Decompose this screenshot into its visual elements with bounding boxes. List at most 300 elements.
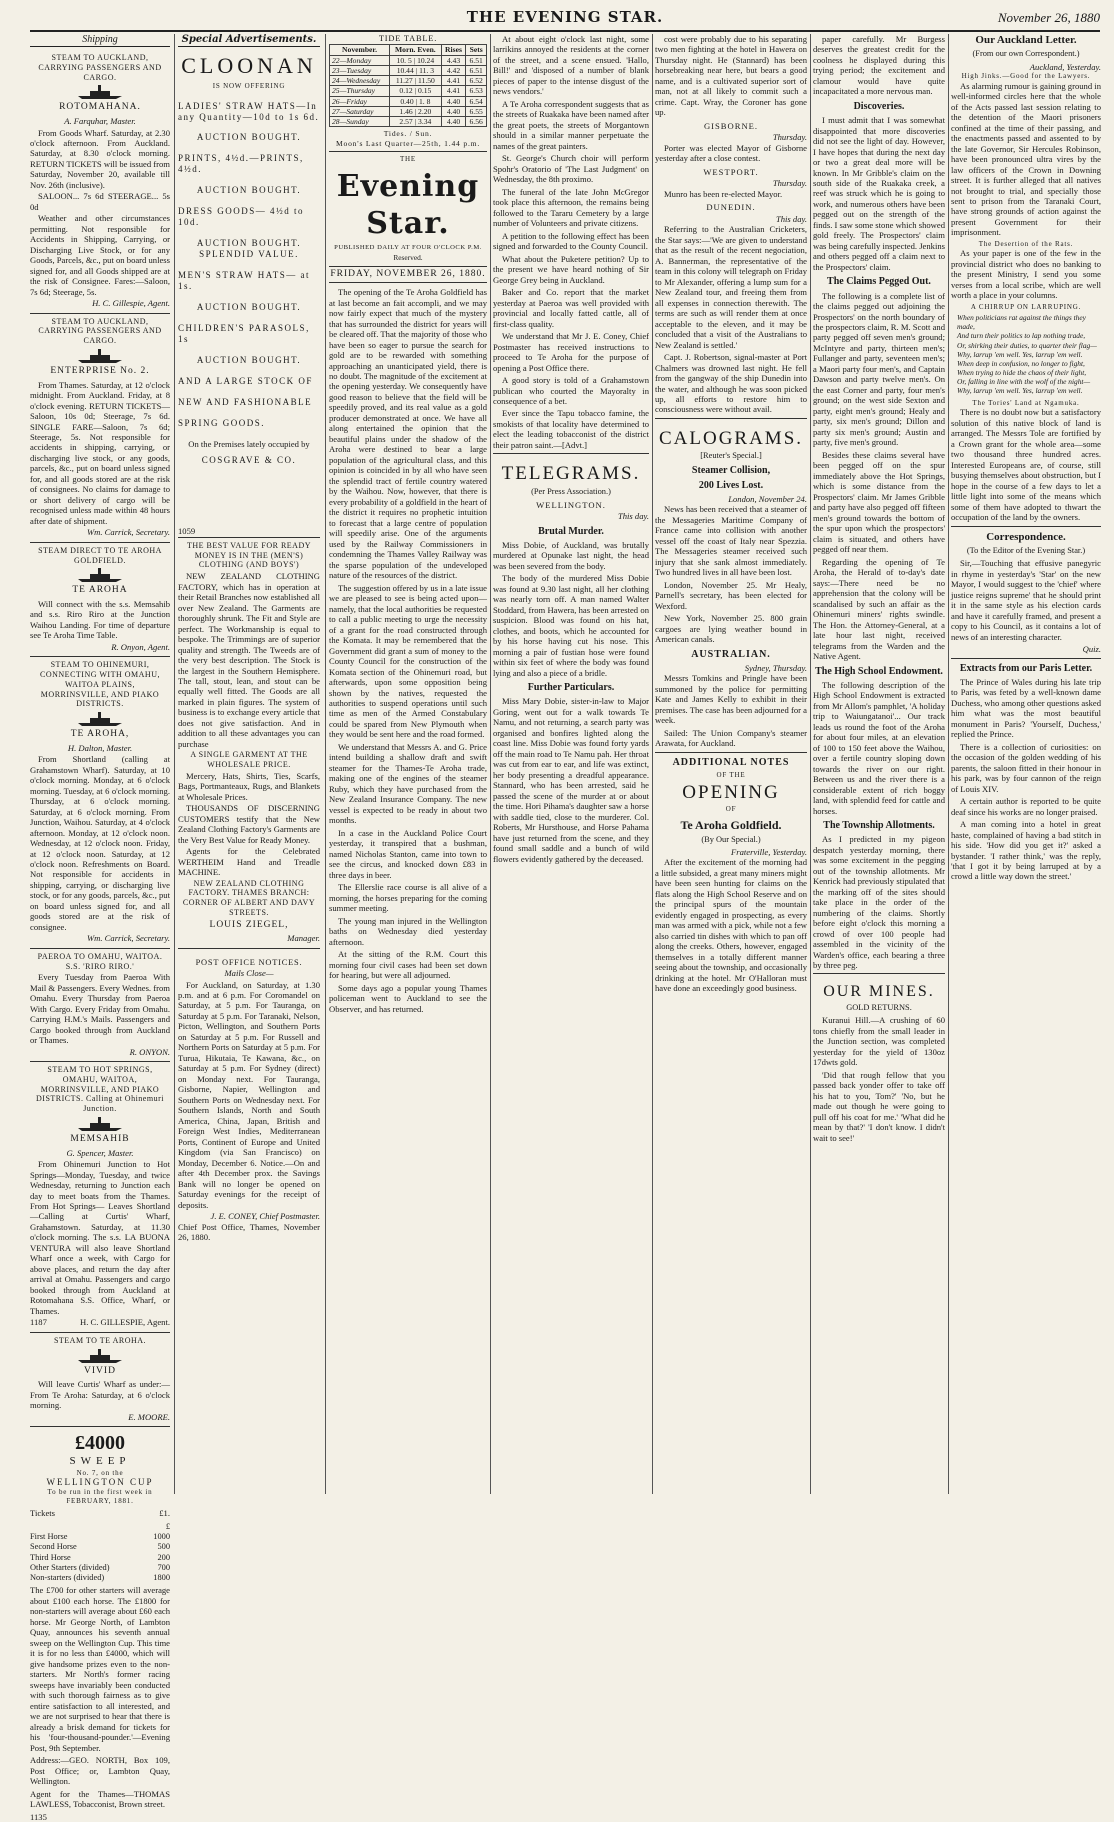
ad-text: Every Tuesday from Paeroa With Mail & Passengers. Every Wednes. from Omahu. Every Thursday from Paeroa With Cargo. Every Friday from Omahu. Carrying H.M.'s Mails. Passengers and Cargo booked through from Auckland or Thames.: [30, 972, 170, 1046]
poem-line: When politicians rat against the things they made,: [957, 313, 1086, 332]
editorial-paragraph: The suggestion offered by us in a late issue we are pleased to see is being acted upon—namely, that the local authorities be requested to call a public meeting to urge the necessity of a grant for the road constructed through the Komata. It may be remembered that the Government did grant a sum of money to the County Council for the construction of the Komata section of the Ohinemuri road, but afterwards, upon some opposition being shown by the natives, requested the authorities to suspend operations until such time as men of the Armed Constabulary could be spared from New Plymouth when they would be sent here and the road formed.: [329, 582, 487, 740]
story-heading: The Desertion of the Rats.: [978, 239, 1074, 248]
ship-name: VIVID: [84, 1365, 116, 1376]
story-paragraph: Miss Mary Dobie, sister-in-law to Major Goring, went out for a walk towards Te Namu, and not returning, a search party was organised and bonfires lighted along the coast line. Miss Dobie was found forty yards off the main road to Te Namu pah. Her throat was cut from ear to ear, and life was extinct, her body presenting a dreadful appearance. Stannard, who has been arrested, said he passed the scene of the murder at or about the time. Hori Pihama's daughter saw a horse with saddle tied, close to the murderer. Col. Roberts, Mr Hursthouse, and Horse Pahama have just returned from the scene, and they found small saddle and a bunch of wild flowers evidently gathered by the deceased.: [493, 696, 649, 864]
ad-branch: NEW ZEALAND CLOTHING FACTORY. THAMES BRANCH: CORNER OF ALBERT AND DAVY STREETS.: [182, 878, 316, 917]
prize-value: 700: [157, 1562, 170, 1572]
news-paragraph: St. George's Church choir will perform Spohr's Oratorio of 'The Last Judgment' on Wednesday, the 8th proximo.: [493, 153, 649, 185]
story-paragraph: As alarming rumour is gaining ground in well-informed circles here that the whole of the Acts passed last session relating to the detention of the Maori prisoners confined at the time of their passing, and the enactments passed and assented to by the late Governor, Sir Hercules Robinson, have been pronounced ultra vires by the law officers of the Crown in Downing street. It is further alleged that all natives not brought to trial, and specially those sent to prison from the Taranaki Court, have strong grounds of action against the present Government for their imprisonment.: [951, 80, 1101, 238]
story-paragraph: Capt. J. Robertson, signal-master at Port Chalmers was drowned last night. He fell from the gangway of the ship Dunedin into the water, and although he was soon picked up, all efforts to restore him to consciousness were without avail.: [655, 352, 807, 415]
ad-firm: COSGRAVE & CO.: [201, 455, 297, 466]
steamer-icon: [30, 348, 170, 364]
tide-day: 22—Monday: [330, 55, 390, 65]
paper-title-the: THE: [399, 154, 416, 163]
ad-line: CHILDREN'S PARASOLS, 1s: [178, 323, 310, 345]
prize-value: 500: [157, 1542, 170, 1552]
poem-line: Or, falling in line with the wolf of the night—: [957, 376, 1091, 386]
editorial-paragraph: We understand that Messrs A. and G. Price intend building a shallow draft and swift steamer for the Thames-Te Aroha trade, making one of the engines of the steamer Ruby, which they have purchased from the New Zealand Insurance Company. The new vessel is expected to be ready in about two months.: [329, 741, 487, 826]
story-paragraph: paper carefully. Mr Burgess deserves the greatest credit for the coolness he displayed during this trying period; the excitement and clamour would have quite incapacitated a more nervous man.: [813, 34, 945, 97]
ad-number: 1135: [30, 1811, 47, 1822]
section-subheading: (To the Editor of the Evening Star.): [966, 545, 1086, 555]
ad-manager: LOUIS ZIEGEL,: [209, 919, 289, 930]
ad-premises: On the Premises lately occupied by: [188, 438, 310, 449]
ad-manager-role: Manager.: [287, 933, 320, 944]
shipping-ad: [30, 50, 170, 314]
prize-label: First Horse: [30, 1532, 68, 1542]
story-heading: Brutal Murder.: [538, 525, 604, 537]
ad-agent: E. MOORE.: [128, 1411, 170, 1422]
section-heading: Our Auckland Letter.: [975, 34, 1077, 46]
prize-table: [30, 1522, 170, 1584]
dateline-place: WELLINGTON.: [536, 499, 606, 510]
column-rule: [490, 34, 491, 1494]
ad-text: Will connect with the s.s. Memsahib and s.s. Riro Riro at the Junction Waihou Landing. For time of departure see Te Aroha Time Table.: [30, 598, 170, 641]
moon-phase: Moon's Last Quarter—25th, 1.44 p.m.: [335, 138, 481, 148]
divider: [655, 752, 807, 753]
ad-number: 1059: [178, 526, 320, 537]
sun-sets: 6.53: [466, 86, 487, 96]
story-body: [655, 224, 807, 415]
story-paragraph: There is a collection of curiosities: on the occasion of the golden wedding of his parents, the saloon fitted in their honour in his park, was by four cannon of the reign of Louis XIV.: [951, 741, 1101, 794]
local-news: [493, 34, 649, 450]
story-paragraph: As I predicted in my pigeon despatch yesterday morning, there was some excitement in the pegging out of the township allotments. Mr Kenrick had previously stipulated that the marking off of the sites should take place in the order of the numbering of the claims. Shortly before eight o'clock this morning a crowd of over 100 people had assembled in the vicinity of the Warden's office, each bearing a three by three peg.: [813, 834, 945, 970]
table-row: 26—Friday 0.40 | 1. 8 4.40 6.54: [330, 96, 487, 106]
sweep-text: The £700 for other starters will average about £100 each horse. The £1800 for non-starters will average about £60 each horse. Mr George North, of Lambton Quay, announces his seventh annual sweep on the Wellington Cup. This time it is for no less than £4000, which will give handsome prizes even to the non-starters. Mr North's former racing sweeps have invariably been conducted with such thorough fairness as to give entire satisfaction to all interested, and we are not surprised to hear that there is already a brisk demand for tickets for his 'four-thousand-pounder.'—Evening Post, 9th September.: [30, 1585, 170, 1753]
ad-text: Agents for the Celebrated WERTHEIM Hand and Treadle MACHINE.: [178, 846, 320, 878]
prize-value: 1000: [153, 1532, 170, 1542]
dateline-time: This day.: [617, 511, 649, 522]
tide-day: 23—Tuesday: [330, 65, 390, 75]
sweep-amount: £4000: [75, 1432, 125, 1455]
ad-line: AUCTION BOUGHT. SPLENDID VALUE.: [196, 238, 302, 260]
paper-nameplate: Evening Star.: [336, 169, 480, 241]
tide-morning: 10.44: [396, 65, 414, 75]
story-paragraph: After the excitement of the morning had a little subsided, a great many miners might have been seen hunting for claims on the flats along the High School Reserve and on the principal spurs of the mountain evidently engaged in prospecting, as every man was armed with a pick, while not a few also carried tin dishes with which to pan off along the creeks. Others, however, engaged themselves in a totally different manner seeing about the township, and occasionally drinking at the hotel. Mr O'Halloran must have done an exceedingly good business.: [655, 857, 807, 994]
shipping-ad: [30, 949, 170, 1062]
section-heading: ADDITIONAL NOTES: [672, 756, 790, 768]
tide-day: 24—Wednesday: [330, 76, 390, 86]
news-paragraph: At about eight o'clock last night, some larrikins annoyed the residents at the corner of the street, and a scene ensued. 'Hallo, Bill!' and 'disposed of a number of blank pieces of paper to the intense disgust of the news vendors.': [493, 34, 649, 97]
story-paragraph: A certain author is reported to be quite deaf since his works are no longer praised.: [951, 796, 1101, 817]
story-paragraph: Sailed: The Union Company's steamer Arawata, for Auckland.: [655, 727, 807, 749]
poem-line: And turn their politics to lap nothing trade,: [957, 331, 1086, 341]
telegrams-column: [655, 34, 807, 1494]
ad-line: LADIES' STRAW HATS—In any Quantity—10d to 1s 6d.: [178, 100, 320, 122]
divider: [655, 418, 807, 419]
ad-subheading: Mails Close—: [224, 968, 274, 979]
tide-header: Morn. Even.: [390, 45, 442, 55]
ad-text: Will leave Curtis' Wharf as under:— From Te Aroha: Saturday, at 6 o'clock morning.: [30, 1379, 170, 1411]
section-subheading: (From our own Correspondent.): [972, 49, 1080, 59]
ad-line: DRESS GOODS— 4½d to 10d.: [178, 206, 305, 228]
tide-header: November.: [330, 45, 390, 55]
section-connector: OF: [725, 805, 737, 814]
story-body: [655, 34, 807, 118]
shipping-ad: [30, 314, 170, 543]
column-rule: [948, 34, 949, 1494]
news-paragraph: A petition to the following effect has been signed and forwarded to the County Council.: [493, 230, 649, 252]
ad-fares: SALOON... 7s 6d STEERAGE... 5s 0d: [30, 191, 170, 212]
tide-sub: Tides. / Sun.: [383, 129, 433, 139]
ship-name: ENTERPRISE No. 2.: [50, 365, 150, 376]
paper-title: THE EVENING STAR.: [466, 8, 664, 26]
prize-label: Non-starters (divided): [30, 1573, 105, 1583]
ad-heading: STEAM DIRECT TO TE AROHA GOLDFIELD.: [38, 545, 162, 565]
tide-title: TIDE TABLE.: [378, 34, 438, 43]
story-paragraph: A man coming into a hotel in great haste, complained of having a bad stitch in his side. 'How did you get it?' asked a bystander. 'I rather think,' was the reply, 'that I got it by being larruped at by a crowd a little way down the street.': [951, 819, 1101, 882]
story-body: [951, 558, 1101, 654]
ad-title: CLOONAN: [181, 53, 317, 79]
ship-master: H. Dalton, Master.: [67, 742, 133, 753]
ad-heading: PAEROA TO OMAHU, WAITOA. S.S. 'RIRO RIRO.': [37, 951, 163, 971]
goldfield-column: [813, 34, 945, 1494]
ad-agent: H. C. Gillespie, Agent.: [92, 298, 170, 309]
page-date: November 26, 1880: [997, 10, 1100, 25]
story-paragraph: As your paper is one of the few in the provincial district who does no banking to the present Ministry, I send you some verses from a local scribe, which are well worth a place in your columns.: [951, 248, 1101, 301]
tide-evening: 3.34: [418, 117, 432, 126]
ad-heading: STEAM TO HOT SPRINGS, OMAHU, WAITOA, MORRINSVILLE, AND PIAKO DISTRICTS. Calling at Ohinemuri Junction.: [36, 1065, 164, 1114]
story-paragraph: Porter was elected Mayor of Gisborne yesterday after a close contest.: [655, 142, 807, 164]
sun-sets: 6.51: [466, 65, 487, 75]
tide-evening: 2.20: [418, 106, 432, 116]
sweep-cup: WELLINGTON CUP: [46, 1477, 154, 1488]
story-paragraph: Regarding the opening of Te Aroha, the Herald of to-day's date says:—There need be no apprehension that the colony will be scandalised by such an affair as the Ohinemuri miners' rights swindle. The Hon. the Attorney-General, at a late hour last night, received telegrams from the Warden and the Native Agent.: [813, 556, 945, 662]
sun-sets: 6.52: [466, 76, 487, 86]
letter-signature: Quiz.: [1082, 644, 1101, 655]
tickets-label: Tickets: [30, 1508, 55, 1519]
story-paragraph: Miss Dobie, of Auckland, was brutally murdered at Opunake last night, the head was been severed from the body.: [493, 539, 649, 571]
letter-paragraph: Sir,—Touching that effusive panegyric in rhyme in yesterday's 'Star' on the new Mayor, I would suggest to the 'chief' where justice reigns supreme' that he should print it in the same style as his election cards and have it carefully framed, and present a copy to his Council, as it contains a lot of news of an interesting character.: [951, 558, 1101, 642]
dateline-place: GISBORNE.: [703, 120, 759, 131]
ship-master: G. Spencer, Master.: [66, 1147, 134, 1158]
section-heading: Te Aroha Goldfield.: [680, 818, 782, 833]
ship-name: TE AROHA,: [70, 729, 130, 740]
tickets-price: £1.: [159, 1508, 170, 1519]
ad-heading: STEAM TO TE AROHA.: [53, 1335, 147, 1345]
poem-line: Or, shirking their duties, to quarter their flag—: [957, 340, 1097, 350]
tide-morning: 2.57: [399, 117, 413, 126]
tide-evening: 1. 8: [418, 96, 431, 106]
poem-line: When trying to hide the chaos of their light,: [957, 367, 1087, 377]
sweep-address: Address:—GEO. NORTH, Box 109, Post Office; or, Lambton Quay, Wellington.: [30, 1755, 170, 1787]
ship-master: A. Farquhar, Master.: [64, 116, 136, 127]
ad-text: Mercery, Hats, Shirts, Ties, Scarfs, Bags, Portmanteaux, Rugs, and Blankets at Wholesale Prices.: [178, 770, 320, 802]
ad-heading: THE BEST VALUE FOR READY MONEY IS IN THE (MEN'S) CLOTHING (AND BOYS'): [186, 540, 311, 570]
ad-heading: STEAM TO AUCKLAND, CARRYING PASSENGERS AND CARGO.: [38, 53, 162, 82]
story-heading: High Jinks.—Good for the Lawyers.: [961, 72, 1091, 81]
editorial-body: [329, 287, 487, 1014]
post-office-notices: [178, 949, 320, 1247]
news-paragraph: What about the Puketere petition? Up to the present we have heard nothing of Sir George Grey being in Auckland.: [493, 253, 649, 285]
ad-agent: Wm. Carrick, Secretary.: [87, 527, 170, 538]
story-paragraph: London, November 25. Mr Healy, Parnell's secretary, has been elected for Wexford.: [655, 579, 807, 611]
ad-text: NEW ZEALAND CLOTHING FACTORY, which has in operation at their Retail Branches now established all over New Zealand. The Garments are thoroughly shrunk. The Fit and Style are perfect. The Workmanship is equal to bespoke. The Trimmings are of superior quality and strength. The Tweeds are of the very best description. The Stock is the largest in the Southern Hemisphere. The tall, stout, lean, and stout can be equally well fitted. The Goods are all marked in plain figures. The system of business is to exchange every article that does not give satisfaction. And in addition to all these advantages you can purchase: [178, 571, 320, 749]
shipping-ad: [30, 657, 170, 949]
divider: [493, 453, 649, 454]
ad-text: From Shortland (calling at Grahamstown Wharf). Saturday, at 10 o'clock morning. Monday, at 6 o'clock morning. Tuesday, at 6 o'clock morning. Thursday, at 6 o'clock morning. Saturday, at 6 o'clock morning. From Junction, Waihou. Saturday, at 4 o'clock afternoon. Monday, at 12 o'clock noon. Wednesday, at 12 o'clock noon. Friday, at 12 o'clock noon. Saturday, at 12 o'clock noon. Refreshments on Board. Not responsible for accidents in shipping, carrying, or discharging live stock, or for any goods, parcels, &c., put on board unless signed for, and all goods stored are at the risk of consignee.: [30, 754, 170, 932]
table-row: 23—Tuesday 10.44 | 11. 3 4.42 6.51: [330, 65, 487, 75]
news-paragraph: The funeral of the late John McGregor took place this afternoon, the remains being followed to the Tararu Cemetery by a large number of Volunteers and private citizens.: [493, 186, 649, 229]
story-paragraph: The following is a complete list of the claims pegged out adjoining the Prospectors' on the north boundary of the prospectors claim, R. M. Scott and party pegged off seven men's ground; McIntyre and party, thirteen men's; Fullanger and party, seventeen men's; a Maori party four men's, and Captain Dawson and party twelve men's. On the east Corner and party, four men's ground; on the west side Sexton and party, eight men's ground; Healy and party, six men's ground; Dillon and party six men's ground; Austin and party, five men's ground.: [813, 290, 945, 448]
ad-text: For Auckland, on Saturday, at 1.30 p.m. and at 6 p.m. For Coromandel on Saturday, at 5 p.m. For Tauranga, on Saturday at 5 p.m. For Taranaki, Nelson, Picton, Wellington, and Southern Ports on Saturday at 5 p.m. For Russell and Northern Ports on Saturday at 5 p.m. For Turua, Hikutaia, Te Kawana, &c., on Saturday at 5 p.m. For Sydney (direct) on Monday next. For Tauranga, Gisborne, Napier, Wellington and Southern Ports on Wednesday next. For Southern Islands, North and South America, China, Japan, British and Foreign West Indies, Mediterranean Ports, Continent of Europe and United Kingdom (via San Francisco) on Monday, December 6. Notice.—On and after 4th December prox. the Savings Bank will no longer be opened on Saturday evenings for the receipt of deposits.: [178, 979, 320, 1210]
story-heading: Discoveries.: [853, 100, 905, 112]
news-column: [493, 34, 649, 1494]
ship-name: TE AROHA: [72, 585, 128, 596]
ad-line: NEW AND FASHIONABLE: [178, 397, 313, 408]
editorial-paragraph: Some days ago a popular young Thames policeman went to Auckland to see the Observer, and has returned.: [329, 982, 487, 1014]
sun-rises: 4.43: [441, 55, 466, 65]
divider: [329, 151, 487, 152]
section-heading: Special Advertisements.: [178, 34, 320, 47]
story-heading: The Claims Pegged Out.: [827, 276, 931, 288]
tide-day: 25—Thursday: [330, 86, 390, 96]
table-row: [30, 1573, 170, 1583]
news-paragraph: We understand that Mr J. E. Coney, Chief Postmaster has received instructions to proceed to Te Aroha for the purpose of opening a Post Office there.: [493, 331, 649, 373]
sweep-agent: Agent for the Thames—THOMAS LAWLESS, Tobacconist, Brown street.: [30, 1788, 170, 1810]
story-heading: 200 Lives Lost.: [698, 479, 764, 491]
editorial-column: [329, 34, 487, 1494]
story-paragraph: Munro has been re-elected Mayor.: [664, 188, 783, 199]
shipping-ad: [30, 543, 170, 658]
dateline-time: Sydney, Thursday.: [744, 662, 807, 673]
story-paragraph: Messrs Tomkins and Pringle have been summoned by the police for permitting Kate and James Kelly to exhibit in their premises. The case has been adjourned for a week.: [655, 673, 807, 726]
section-connector: OF THE: [716, 770, 746, 779]
sun-rises: 4.40: [441, 117, 466, 127]
divider: [951, 526, 1101, 527]
ad-text: THOUSANDS OF DISCERNING CUSTOMERS testify that the New Zealand Clothing Factory's Garments are the Very Best Value for Ready Money.: [178, 803, 320, 845]
prize-label: Other Starters (divided): [30, 1562, 110, 1572]
ad-agent: H. C. GILLESPIE, Agent.: [80, 1317, 170, 1328]
ad-heading: STEAM TO AUCKLAND, CARRYING PASSENGERS AND CARGO.: [38, 316, 162, 346]
ad-signature: J. E. CONEY, Chief Postmaster.: [210, 1211, 320, 1222]
ad-line: MEN'S STRAW HATS— at 1s.: [178, 270, 310, 292]
sun-rises: 4.40: [441, 106, 466, 116]
ship-name: ROTOMAHANA.: [59, 102, 141, 113]
tide-evening: 10.24: [417, 55, 435, 65]
section-subheading: (Per Press Association.): [531, 486, 611, 496]
shipping-ad: [30, 1062, 170, 1333]
tide-morning: 11.27: [395, 76, 413, 85]
table-row: [30, 1542, 170, 1552]
section-subheading: [Reuter's Special.]: [700, 451, 762, 461]
poem-line: When deep in confusion, no longer to fight,: [957, 358, 1085, 368]
poem-line: Why, larrup 'em well. Yes, larrup 'em well.: [957, 349, 1083, 359]
section-heading: CALOGRAMS.: [658, 427, 804, 449]
steamer-icon: [30, 711, 170, 727]
ad-subtitle: IS NOW OFFERING: [212, 82, 286, 91]
tide-evening: 11.50: [418, 76, 435, 85]
tide-table: [329, 44, 487, 127]
news-paragraph: A good story is told of a Grahamstown publican who courted the Mayoralty in consequence of a bet.: [493, 375, 649, 406]
story-paragraph: There is no doubt now but a satisfactory solution of this native block of land is arranged. The Messrs Tole are fortified by a Crown grant for the whole area—some two thousand three hundred acres. Interested Europeans are, of course, still busying themselves about obstruction, but I hope in the course of a few days to let a little light into some of the means which some of them have adopted to thwart the occupation of the land by the owners.: [951, 407, 1101, 523]
ad-agent: R. ONYON.: [129, 1046, 170, 1057]
story-body: [813, 291, 945, 662]
story-body: [655, 857, 807, 993]
poem: [957, 313, 1101, 394]
tide-evening: 11. 3: [419, 65, 435, 75]
section-heading: TELEGRAMS.: [501, 463, 641, 485]
prize-value: 1800: [153, 1573, 170, 1583]
dateline-place: WESTPORT.: [703, 166, 759, 177]
tide-header: Rises: [441, 45, 466, 55]
steamer-icon: [30, 1348, 170, 1364]
publication-note: PUBLISHED DAILY AT FOUR O'CLOCK P.M.: [334, 244, 482, 252]
story-heading: The Tories' Land at Ngamuka.: [972, 398, 1080, 407]
ad-line: AUCTION BOUGHT.: [196, 355, 302, 366]
issue-dateline: FRIDAY, NOVEMBER 26, 1880.: [329, 266, 487, 284]
dateline-time: Auckland, Yesterday.: [1029, 61, 1101, 72]
tide-morning: 10. 5: [396, 55, 412, 65]
story-paragraph: The following description of the High School Endowment is extracted from Mr Allom's pamphlet, 'A holiday trip to Waiungatanoi'... Our track leads us round the foot of the Aroha for about four miles, at an elevation of 100 to 150 feet above the Waihou, over a fertile country sloping down towards the river on our right. Between us and the river there is a considerable extent of rich boggy land, with splendid feed for cattle and horses.: [813, 679, 945, 816]
table-row: 22—Monday 10. 5 | 10.24 4.43 6.51: [330, 55, 487, 65]
sun-sets: 6.56: [466, 117, 487, 127]
section-subheading: GOLD RETURNS.: [846, 1002, 912, 1012]
table-row: [30, 1532, 170, 1542]
poem-title: A CHIRRUP ON LARRUPING.: [970, 302, 1082, 311]
story-paragraph: Besides these claims several have been pegged off on the spur immediately above the Hot Springs, which is some distance from the Prospectors' claim. Mr James Gribble and party have also pegged off fifteen men's ground towards the bottom of the spur upon which the prospectors' claim is situated, and others have pegged off near them.: [813, 449, 945, 555]
sweep-tickets: [30, 1508, 170, 1518]
ad-heading: STEAM TO OHINEMURI, CONNECTING WITH OMAHU, WAITOA PLAINS, MORRINSVILLE, AND PIAKO DISTRICTS.: [40, 660, 160, 709]
section-subheading: (By Our Special.): [701, 834, 761, 844]
section-heading: OPENING: [682, 782, 780, 804]
story-body: [493, 696, 649, 864]
section-heading: Correspondence.: [986, 530, 1066, 543]
advertisements-column: [178, 34, 320, 1494]
story-paragraph: News has been received that a steamer of the Messageries Maritime Company of France came into collision with another vessel off the coast of Italy near Spezzia. The Messageries steamer received such injury that she sank almost immediately. Two hundred lives in all have been lost.: [655, 504, 807, 578]
story-paragraph: Referring to the Australian Cricketers, the Star says:—'We are given to understand that as the result of the recent negociation, A. Bannerman, the representative of the team in this colony will telegraph on Friday to Mr Alexander, offering a lump sum for a New Zealand tour, and freeing them from all expenses in connection therewith. The terms are such as will render them at once acceptable to the eleven, and it may be concluded that a visit of the Australians to New Zealand is settled.': [655, 224, 807, 350]
shipping-ad: [30, 1333, 170, 1427]
reserved-note: Reserved.: [393, 252, 423, 262]
ad-line: AUCTION BOUGHT.: [196, 185, 302, 196]
sweep-title: SWEEP: [69, 1455, 131, 1468]
table-row: 25—Thursday 0.12 | 0.15 4.41 6.53: [330, 86, 487, 96]
sweep-run: To be run in the first week in FEBRUARY, 1881.: [47, 1488, 153, 1505]
story-paragraph: Kuranui Hill.—A crushing of 60 tons chiefly from the small leader in the Junction section, was completed yesterday for the yield of 130oz 17dwts gold.: [813, 1015, 945, 1068]
table-row: [30, 1553, 170, 1563]
ad-tagline: A SINGLE GARMENT AT THE WHOLESALE PRICE.: [190, 750, 308, 770]
story-body: [813, 1015, 945, 1143]
prize-label: Third Horse: [30, 1552, 71, 1562]
prize-value: 200: [157, 1552, 170, 1562]
dateline-time: London, November 24.: [728, 493, 807, 504]
steamer-icon: [30, 567, 170, 583]
tide-day: 28—Sunday: [330, 117, 390, 127]
clothing-ad: [178, 538, 320, 949]
editorial-paragraph: The young man injured in the Wellington baths on Wednesday died yesterday afternoon.: [329, 915, 487, 947]
ad-agent: R. Onyon, Agent.: [111, 641, 170, 652]
ad-line: PRINTS, 4½d.—PRINTS, 4½d.: [178, 153, 304, 175]
story-paragraph: cost were probably due to his separating two men fighting at the hotel in Hawera on Thursday night. He (Stannard) has been horsebreaking near here, but bears a good name, and is a cultivated superior sort of man, not at all likely to commit such a crime. Capt. Wray, the Coroner has gone up.: [655, 34, 807, 118]
divider: [951, 658, 1101, 659]
story-heading: Steamer Collision,: [691, 465, 771, 477]
story-body: [655, 504, 807, 644]
prize-currency-head: £: [165, 1521, 170, 1531]
table-row: 28—Sunday 2.57 | 3.34 4.40 6.56: [330, 117, 487, 127]
sweep-ad: [30, 1431, 170, 1822]
ad-text: From Goods Wharf. Saturday, at 2.30 o'clock afternoon. From Auckland. Saturday, at 8.30 o'clock morning. RETURN TICKETS will be issued from Saturday, November 20, available till Nov. 26th (inclusive).: [30, 127, 170, 190]
column-rule: [325, 34, 326, 1494]
ad-line: AUCTION BOUGHT.: [196, 132, 302, 143]
tide-morning: 0.40: [400, 96, 414, 106]
ad-notice: Weather and other circumstances permitting. Not responsible for Accidents in Shipping, Carrying, or Discharging Live Stock, or for any Goods, Parcels, &c., put on board unless signed for, and all Goods shipped are at the risk of Consignee. Fares:—Saloon, 7s 6d; Steerage, 5s.: [30, 213, 170, 297]
story-paragraph: 'Did that rough fellow that you passed back yonder offer to take off his hat to you, Tom?' 'No, but he made out though he were going to pull off his coat for me.' 'What did he mean by that?' 'I don't know. I didn't wait to see!': [813, 1069, 945, 1143]
sweep-number: No. 7, on the: [76, 1468, 124, 1477]
sun-rises: 4.41: [441, 86, 466, 96]
ad-number: 1187: [30, 1317, 47, 1328]
tide-day: 26—Friday: [330, 96, 390, 106]
editorial-paragraph: At the sitting of the R.M. Court this morning four civil cases had been set down for hearing, but were all adjourned.: [329, 949, 487, 981]
ad-line: AND A LARGE STOCK OF: [178, 376, 313, 387]
column-rule: [174, 34, 175, 1494]
dateline-time: Thursday.: [772, 132, 807, 143]
ad-line: SPRING GOODS.: [178, 417, 266, 428]
ad-heading: POST OFFICE NOTICES.: [195, 957, 303, 967]
ad-text: From Ohinemuri Junction to Hot Springs—Monday, Tuesday, and twice Wednesday, returning to Junction each day to meet boats from the Thames. From Hot Springs— Leaves Shortland—Calling at Curtis' Wharf, Grahamstown. Saturday, at 11.30 o'clock morning. The s.s. LA BUONA VENTURA will also leave Shortland Wharf once a week, with Cargo for above places, and return the day after arrival at Omahu. Passengers and cargo booked through from Auckland at Rotomahana S.S. Office, Wharf, or Thames.: [30, 1159, 170, 1316]
ad-agent: Wm. Carrick, Secretary.: [87, 933, 170, 944]
ad-office: Chief Post Office, Thames, November 26, 1880.: [178, 1221, 320, 1243]
section-heading: Extracts from our Paris Letter.: [959, 662, 1093, 674]
sun-sets: 6.51: [466, 55, 487, 65]
steamer-icon: [30, 1116, 170, 1132]
tide-morning: 0.12: [399, 86, 413, 96]
steamer-icon: [30, 84, 170, 100]
story-body: [951, 677, 1101, 882]
section-heading: AUSTRALIAN.: [691, 648, 771, 660]
ship-name: MEMSAHIB: [70, 1133, 130, 1144]
story-heading: The Township Allotments.: [823, 819, 935, 831]
story-paragraph: New York, November 25. 800 grain cargoes are lying weather bound in American canals.: [655, 613, 807, 645]
column-rule: [810, 34, 811, 1494]
divider: [813, 973, 945, 974]
table-row: [30, 1563, 170, 1573]
tide-day: 27—Saturday: [330, 106, 390, 116]
tide-header: Sets: [466, 45, 487, 55]
ad-line: AUCTION BOUGHT.: [196, 302, 302, 313]
shipping-column: [30, 34, 170, 1822]
news-paragraph: A Te Aroha correspondent suggests that as the streets of Ruakaka have been named after the great poets, the streets of Morgantown should in a similar manner perpetuate the names of the great painters.: [493, 98, 649, 151]
sun-rises: 4.40: [441, 96, 466, 106]
masthead: [30, 8, 1100, 32]
sun-rises: 4.42: [441, 65, 466, 75]
dateline-place: DUNEDIN.: [706, 202, 756, 213]
section-heading: OUR MINES.: [823, 983, 935, 1001]
dateline-time: This day.: [775, 213, 807, 224]
editorial-paragraph: In a case in the Auckland Police Court yesterday, it transpired that a bushman, named Nicholas Stanton, came into town to see the circus, and knocked down £83 in three days in beer.: [329, 827, 487, 880]
news-paragraph: Baker and Co. report that the market yesterday at Paeroa was well provided with provincial and locally fatted cattle, all of first-class quality.: [493, 287, 649, 329]
news-paragraph: Ever since the Tapu tobacco famine, the smokists of that locality have determined to elect the leading tobacconist of the district their patron saint.—[Advt.]: [493, 408, 649, 450]
poem-line: Why, larrup 'em well. Yes, larrup 'em well.: [957, 385, 1083, 395]
prize-label: Second Horse: [30, 1542, 77, 1552]
ad-text: From Thames. Saturday, at 12 o'clock midnight. From Auckland. Friday, at 8 o'clock evening. RETURN TICKETS—Saloon, 10s 0d; Steerage, 7s 6d. SINGLE FARE—Saloon, 7s 6d; Steerage, 5s. Not responsible for accidents in shipping, carrying, or discharging live stock, or any goods, parcels, &c., put on board unless signed for, and all goods stored are at the risk of consignees. No claims for damage to or short delivery of cargo will be recognised unless made within 48 hours after date of shipment.: [30, 379, 170, 526]
table-row: 27—Saturday 1.46 | 2.20 4.40 6.55: [330, 106, 487, 116]
tide-morning: 1.46: [399, 106, 413, 116]
editorial-paragraph: The Ellerslie race course is all alive of a morning, the horses preparing for the coming summer meeting.: [329, 882, 487, 914]
sun-rises: 4.41: [441, 76, 466, 86]
story-body: [655, 673, 807, 748]
tide-evening: 0.15: [418, 86, 432, 96]
story-paragraph: The Prince of Wales during his late trip to Paris, was feted by a well-known dame Duchess, who among other questions asked him what was the most beautiful monument in Paris? 'Yourself, Duchess,' replied the Prince.: [951, 676, 1101, 740]
sun-sets: 6.54: [466, 96, 487, 106]
editorial-paragraph: The opening of the Te Aroha Goldfield has at last become an fait accompli, and we may now fairly expect that much of the mystery that has surrounded the district for years will be cleared off. That the majority of those who have been so eager to pursue the search for gold are to be rewarded with something approaching an unanticipated yield, there is no doubt. The magnitude of the excitement at the opening yesterday. We consequently have good reason to believe that the field will be speedily proved, and its real value as a gold producer demonstrated at once. We have all along entertained the opinion that the beautiful plains under the shadow of the Aroha were destined to bear a large population of the agricultural class, and this opinion is coincided in by all who have seen the splendid tract of fertile country watered by the Waihou. Now, however, that there is every probability of a goldfield in the heart of the district it requires no prophetic intuition to forecast that a large centre of population will speedily arise. One of the arguments used by the Railway Commissioners in condemning the Thames Valley Railway was the sparse population of the undeveloped nature of the resources of the district.: [329, 287, 487, 581]
sun-sets: 6.55: [466, 106, 487, 116]
story-heading: The High School Endowment.: [815, 665, 943, 677]
section-heading: Shipping: [30, 34, 170, 47]
column-rule: [652, 34, 653, 1494]
dateline-time: Thursday.: [772, 178, 807, 189]
dateline-time: Fraterville, Yesterday.: [731, 846, 807, 857]
letters-column: [951, 34, 1101, 1494]
story-heading: Further Particulars.: [527, 682, 615, 694]
